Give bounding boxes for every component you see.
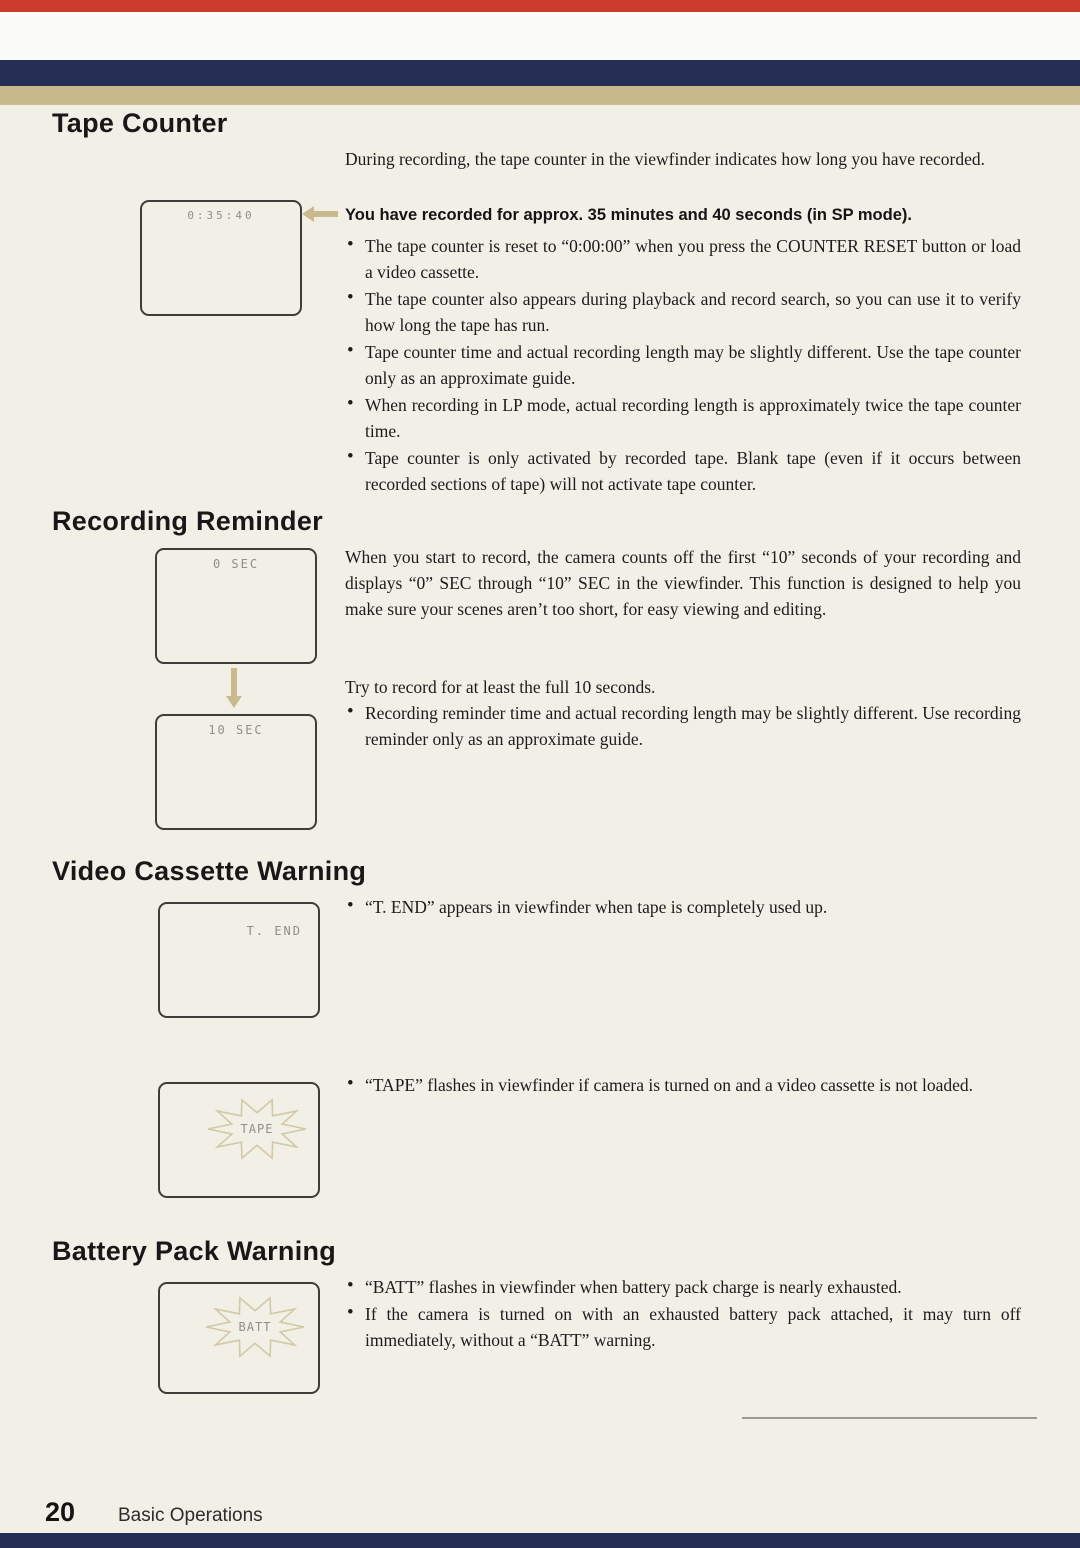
top-red-bar <box>0 0 1080 12</box>
viewfinder-10-sec <box>155 714 317 830</box>
page-number: 20 <box>45 1497 76 1527</box>
top-navy-bar <box>0 60 1080 86</box>
arrow-down-icon <box>226 668 242 713</box>
section-title-battery-pack-warning: Battery Pack Warning <box>52 1236 337 1266</box>
battery-flash-readout: BATT <box>238 1320 272 1334</box>
bullet-item: • Recording reminder time and actual recording length may be slightly different. Use recording reminder only as an approximate guide. <box>345 700 1021 752</box>
viewfinder-0-sec <box>155 548 317 664</box>
top-white-band <box>0 12 1080 60</box>
footer-section-label: Basic Operations <box>118 1505 263 1526</box>
arrow-left-icon <box>302 206 338 227</box>
bullet-item: • “T. END” appears in viewfinder when tape is completely used up. <box>345 894 1021 920</box>
divider <box>742 1417 1037 1419</box>
viewfinder-battery-flash <box>158 1282 320 1394</box>
battery-bullets <box>345 1274 1021 1354</box>
tape-counter-bullets <box>345 233 1021 498</box>
reminder-10sec-readout: 10 SEC <box>208 723 264 737</box>
tape-end-readout: T. END <box>246 924 302 938</box>
recording-reminder-tip: Try to record for at least the full 10 seconds. <box>345 677 656 697</box>
tape-counter-callout: You have recorded for approx. 35 minutes and 40 seconds (in SP mode). <box>345 206 912 224</box>
tape-flash-readout: TAPE <box>240 1122 274 1136</box>
section-title-tape-counter: Tape Counter <box>52 108 228 138</box>
flash-starburst-icon <box>206 1096 308 1162</box>
top-tan-bar <box>0 86 1080 105</box>
bullet-item: • If the camera is turned on with an exhausted battery pack attached, it may turn off immediately, without a “BATT” warning. <box>345 1301 1021 1353</box>
recording-reminder-bullets <box>345 700 1021 753</box>
section-title-video-cassette-warning: Video Cassette Warning <box>52 856 367 886</box>
tape-flash-bullet <box>345 1072 1021 1099</box>
reminder-0sec-readout: 0 SEC <box>212 557 260 571</box>
tape-counter-intro: During recording, the tape counter in the viewfinder indicates how long you have recorded. <box>345 149 985 169</box>
viewfinder-tape-counter <box>140 200 302 316</box>
bullet-item: • “BATT” flashes in viewfinder when battery pack charge is nearly exhausted. <box>345 1274 1021 1300</box>
bullet-item: • The tape counter also appears during playback and record search, so you can use it to verify how long the tape has run. <box>345 286 1021 338</box>
tend-bullet <box>345 894 1021 921</box>
bullet-item: • Tape counter time and actual recording length may be slightly different. Use the tape counter only as an approximate guide. <box>345 339 1021 391</box>
flash-starburst-icon <box>204 1294 306 1360</box>
viewfinder-tape-flash <box>158 1082 320 1198</box>
tape-counter-readout: 0:35:40 <box>187 209 255 222</box>
bottom-navy-bar <box>0 1533 1080 1548</box>
bullet-item: • Tape counter is only activated by recorded tape. Blank tape (even if it occurs between recorded sections of tape) will not activate tape counter. <box>345 445 1021 497</box>
bullet-item: • When recording in LP mode, actual recording length is approximately twice the tape counter time. <box>345 392 1021 444</box>
viewfinder-tape-end <box>158 902 320 1018</box>
section-title-recording-reminder: Recording Reminder <box>52 506 323 536</box>
recording-reminder-paragraph: When you start to record, the camera counts off the first “10” seconds of your recording and displays “0” SEC through “10” SEC in the viewfinder. This function is designed to help you make sure your scenes aren’t too short, for easy viewing and editing. <box>345 547 1021 619</box>
bullet-item: • “TAPE” flashes in viewfinder if camera is turned on and a video cassette is not loaded. <box>345 1072 1021 1098</box>
bullet-item: • The tape counter is reset to “0:00:00” when you press the COUNTER RESET button or load a video cassette. <box>345 233 1021 285</box>
